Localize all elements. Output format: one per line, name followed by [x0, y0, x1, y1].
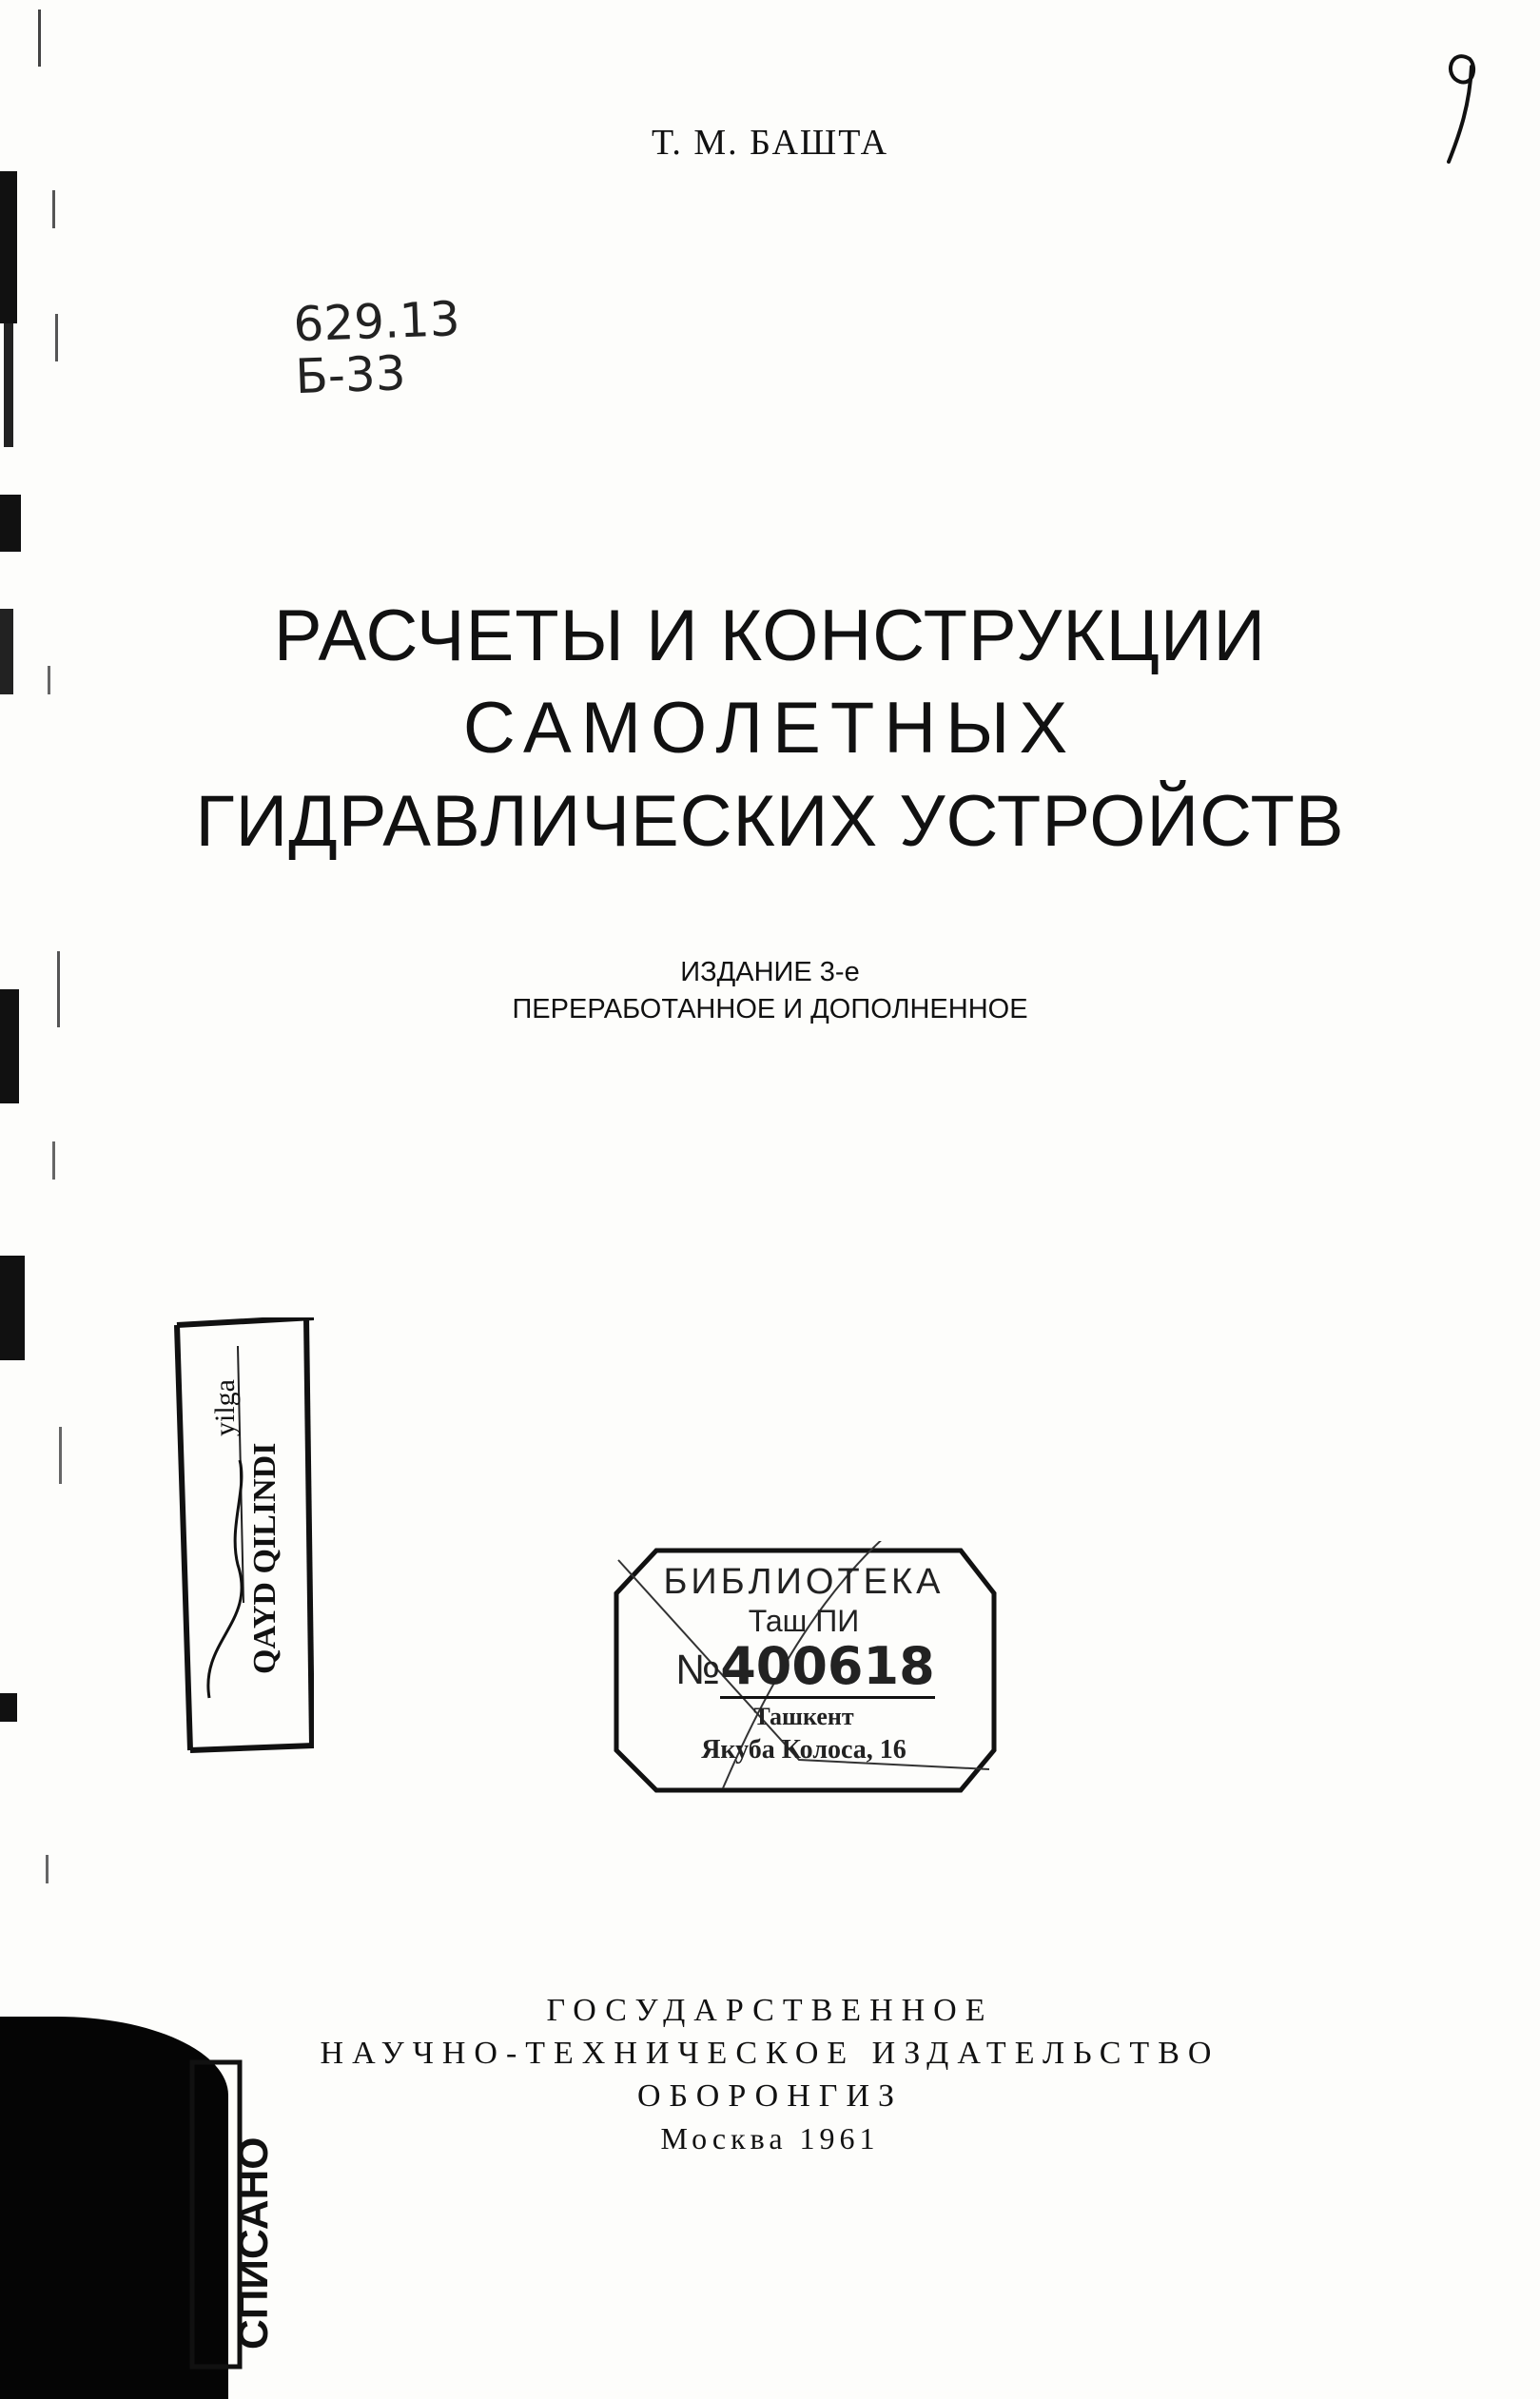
written-off-label: СПИСАНО: [230, 2136, 277, 2350]
library-stamp-address: Якуба Колоса, 16: [701, 1735, 906, 1765]
publisher-line-2: НАУЧНО-ТЕХНИЧЕСКОЕ ИЗДАТЕЛЬСТВО: [320, 2035, 1220, 2071]
publisher-line-3: ОБОРОНГИЗ: [636, 2077, 904, 2114]
handwritten-page-number: [1432, 38, 1489, 171]
library-stamp-number-prefix: №: [675, 1647, 721, 1693]
library-stamp-city: Ташкент: [753, 1703, 854, 1730]
title-line-2: САМОЛЕТНЫХ: [462, 688, 1078, 770]
edition-line-1: ИЗДАНИЕ 3-е: [680, 957, 860, 987]
library-stamp-number: 400618: [720, 1636, 934, 1699]
book-title: [0, 590, 1540, 868]
library-stamp-heading: БИБЛИОТЕКА: [663, 1562, 945, 1602]
publisher-line-1: ГОСУДАРСТВЕННОЕ: [546, 1993, 994, 2028]
signature-scribble: [208, 1460, 242, 1698]
title-line-3: ГИДРАВЛИЧЕСКИХ УСТРОЙСТВ: [195, 780, 1345, 862]
library-stamp-org: Таш ПИ: [748, 1604, 860, 1638]
registration-year-label: yilga: [209, 1379, 241, 1436]
title-line-1: РАСЧЕТЫ И КОНСТРУКЦИИ: [273, 595, 1267, 676]
registration-label: QAYD QILINDI: [247, 1442, 283, 1674]
edition-note: [0, 954, 1540, 1028]
library-stamp: [609, 1541, 999, 1798]
call-number-line-2: Б-33: [294, 345, 407, 405]
call-number-line-1: 629.13: [292, 291, 461, 353]
handwritten-call-number: [293, 291, 526, 432]
author-name: Т. М. БАШТА: [651, 123, 889, 163]
registration-stamp: [171, 1317, 314, 1755]
edition-line-2: ПЕРЕРАБОТАННОЕ И ДОПОЛНЕННОЕ: [512, 994, 1028, 1025]
library-stamp-number-row: [609, 1636, 1065, 1696]
publisher-city-year: Москва 1961: [660, 2120, 880, 2155]
